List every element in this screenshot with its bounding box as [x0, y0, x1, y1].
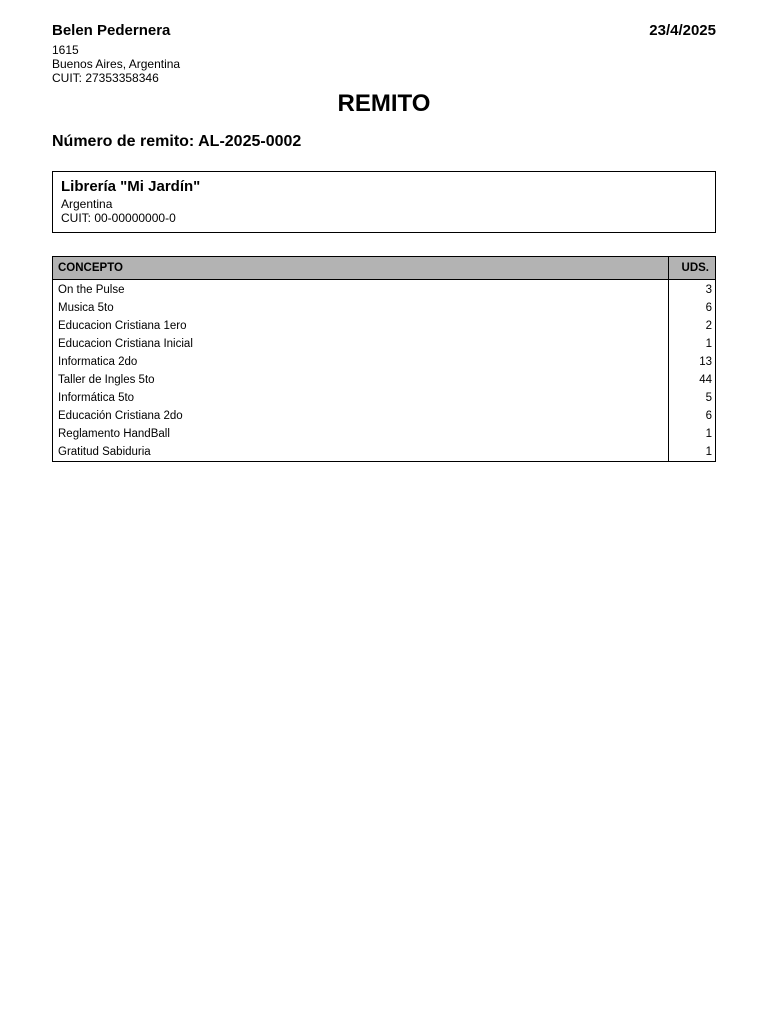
table-row	[53, 280, 716, 300]
row-concept: Informática 5to	[53, 389, 669, 407]
row-units: 3	[669, 280, 716, 300]
client-box	[52, 171, 716, 233]
row-units: 1	[669, 425, 716, 443]
column-header-concept: CONCEPTO	[53, 257, 669, 280]
row-units: 6	[669, 407, 716, 425]
client-country: Argentina	[61, 197, 113, 211]
table-row	[53, 353, 716, 371]
row-concept: Gratitud Sabiduria	[53, 443, 669, 462]
document-title: REMITO	[337, 90, 431, 117]
remito-number	[52, 133, 301, 151]
row-concept: Educacion Cristiana Inicial	[53, 335, 669, 353]
row-concept: Educacion Cristiana 1ero	[53, 317, 669, 335]
sender-cuit: CUIT: 27353358346	[52, 71, 159, 85]
row-concept: Musica 5to	[53, 299, 669, 317]
row-units: 44	[669, 371, 716, 389]
table-header-row	[53, 257, 716, 280]
table-row	[53, 389, 716, 407]
remito-number-value: AL-2025-0002	[198, 133, 302, 150]
remito-number-label: Número de remito:	[52, 133, 195, 150]
client-name: Librería "Mi Jardín"	[61, 178, 201, 195]
row-concept: Educación Cristiana 2do	[53, 407, 669, 425]
row-concept: Taller de Ingles 5to	[53, 371, 669, 389]
row-units: 1	[669, 335, 716, 353]
document-date: 23/4/2025	[649, 22, 716, 39]
table-row	[53, 425, 716, 443]
table-row	[53, 335, 716, 353]
column-header-units: UDS.	[669, 257, 716, 280]
table-row	[53, 407, 716, 425]
row-units: 2	[669, 317, 716, 335]
row-units: 1	[669, 443, 716, 462]
table-row	[53, 317, 716, 335]
row-concept: Reglamento HandBall	[53, 425, 669, 443]
table-row	[53, 443, 716, 462]
row-units: 13	[669, 353, 716, 371]
table-row	[53, 299, 716, 317]
row-units: 6	[669, 299, 716, 317]
row-concept: On the Pulse	[53, 280, 669, 300]
row-units: 5	[669, 389, 716, 407]
sender-city: Buenos Aires, Argentina	[52, 57, 181, 71]
client-cuit: CUIT: 00-00000000-0	[61, 211, 176, 225]
table-row	[53, 371, 716, 389]
sender-name: Belen Pedernera	[52, 22, 171, 39]
row-concept: Informatica 2do	[53, 353, 669, 371]
sender-address: 1615	[52, 43, 79, 57]
items-table	[52, 256, 716, 462]
